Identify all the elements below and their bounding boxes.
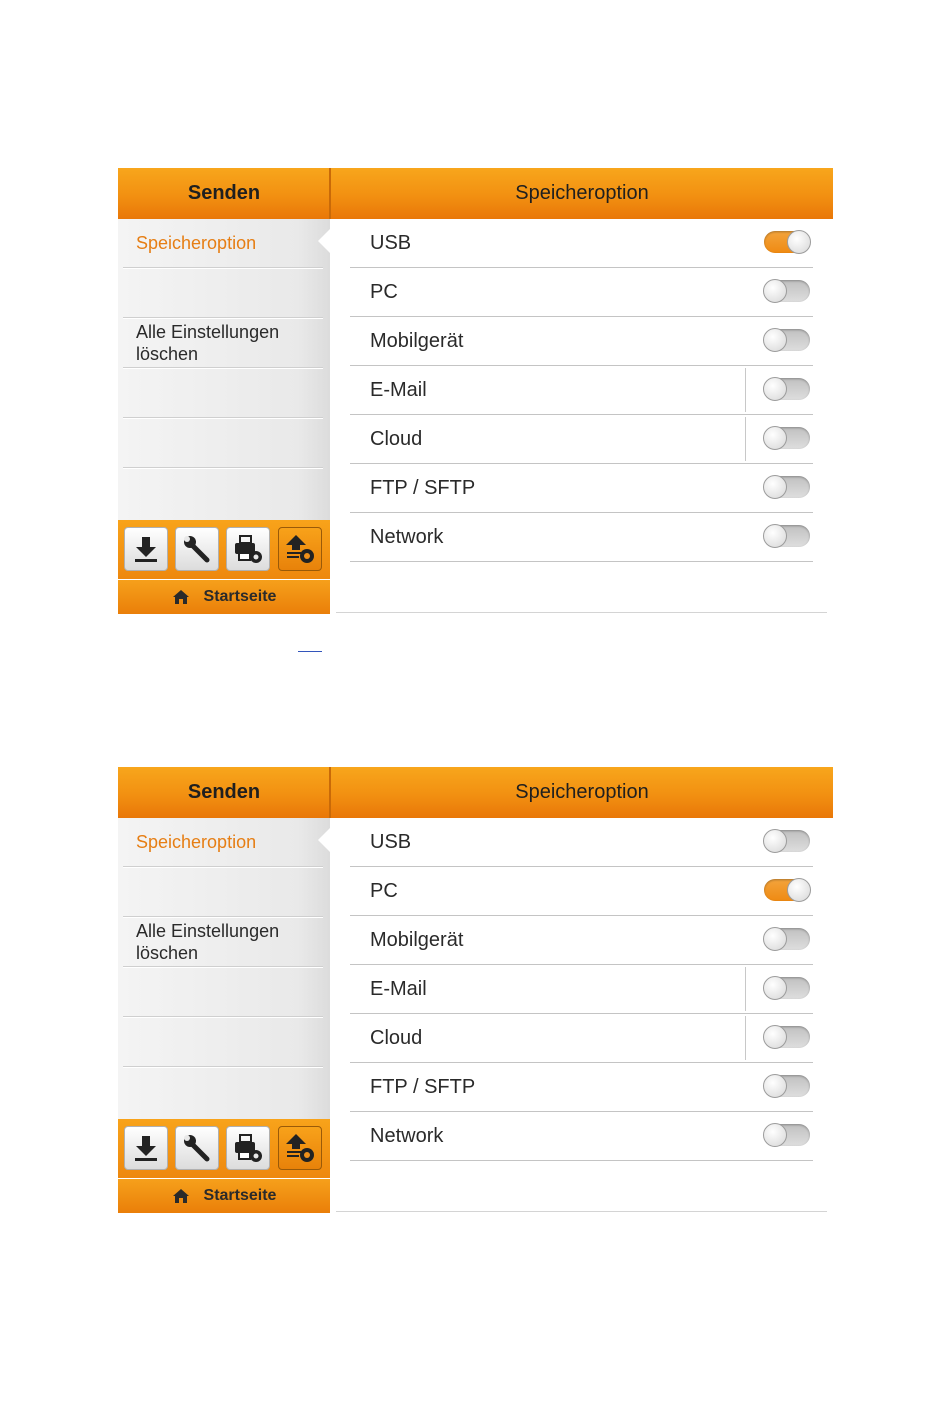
- right-header-title: Speicheroption: [331, 767, 833, 818]
- tools-button[interactable]: [175, 527, 219, 571]
- toggle-knob: [763, 524, 787, 548]
- toggle-knob: [763, 279, 787, 303]
- toggle-knob: [763, 1123, 787, 1147]
- active-item-indicator: [318, 828, 330, 852]
- option-label: Mobilgerät: [370, 329, 464, 352]
- option-row-mobilgeraet: [350, 317, 813, 366]
- toggle-knob: [763, 1025, 787, 1049]
- home-button[interactable]: [118, 1179, 330, 1213]
- option-row-pc: [350, 268, 813, 317]
- settings-panel-1: [118, 168, 833, 614]
- row-divider: [745, 417, 746, 461]
- email-toggle[interactable]: [764, 378, 810, 400]
- sidebar-item-alle-einstellungen-loeschen[interactable]: Alle Einstellungen löschen: [123, 918, 323, 967]
- sidebar-item-empty: [123, 469, 323, 518]
- content-bottom-line: [336, 612, 827, 613]
- cloud-toggle[interactable]: [764, 1026, 810, 1048]
- sidebar-item-empty: [123, 968, 323, 1017]
- printer-settings-button[interactable]: [226, 527, 270, 571]
- option-row-cloud[interactable]: [350, 415, 813, 464]
- sidebar-item-empty: [123, 269, 323, 318]
- pc-toggle[interactable]: [764, 879, 810, 901]
- usb-toggle[interactable]: [764, 830, 810, 852]
- tools-button[interactable]: [175, 1126, 219, 1170]
- upload-settings-button[interactable]: [278, 1126, 322, 1170]
- wrench-icon: [181, 533, 213, 565]
- option-label: E-Mail: [370, 378, 427, 401]
- option-label: Network: [370, 1124, 444, 1147]
- option-row-usb: [350, 818, 813, 867]
- option-label: USB: [370, 231, 412, 254]
- left-header-title: Senden: [118, 767, 330, 818]
- sidebar-item-empty: [123, 419, 323, 468]
- toggle-knob: [787, 230, 811, 254]
- right-header-title: Speicheroption: [331, 168, 833, 219]
- home-label: Startseite: [203, 1187, 277, 1204]
- bottom-toolbar: [118, 520, 330, 579]
- toggle-knob: [763, 976, 787, 1000]
- sidebar-item-alle-einstellungen-loeschen[interactable]: Alle Einstellungen löschen: [123, 319, 323, 368]
- mobilgeraet-toggle[interactable]: [764, 928, 810, 950]
- option-label: PC: [370, 879, 398, 902]
- option-row-email[interactable]: [350, 965, 813, 1014]
- sidebar-item-empty: [123, 1068, 323, 1117]
- network-toggle[interactable]: [764, 525, 810, 547]
- email-toggle[interactable]: [764, 977, 810, 999]
- option-row-email[interactable]: [350, 366, 813, 415]
- download-icon: [130, 533, 162, 565]
- cloud-toggle[interactable]: [764, 427, 810, 449]
- printer-settings-icon: [232, 533, 264, 565]
- toggle-knob: [763, 426, 787, 450]
- upload-settings-icon: [284, 533, 316, 565]
- home-label: Startseite: [203, 588, 277, 605]
- toggle-knob: [763, 927, 787, 951]
- printer-settings-icon: [232, 1132, 264, 1164]
- ftp-sftp-toggle[interactable]: [764, 476, 810, 498]
- option-label: E-Mail: [370, 977, 427, 1000]
- option-label: FTP / SFTP: [370, 1075, 476, 1098]
- ftp-sftp-toggle[interactable]: [764, 1075, 810, 1097]
- toggle-knob: [763, 377, 787, 401]
- row-divider: [745, 967, 746, 1011]
- link-underline: [298, 651, 322, 652]
- content-bottom-line: [336, 1211, 827, 1212]
- settings-panel-2: [118, 767, 833, 1213]
- mobilgeraet-toggle[interactable]: [764, 329, 810, 351]
- option-label: Cloud: [370, 427, 423, 450]
- option-row-network: [350, 1112, 813, 1161]
- storage-options-list: [350, 818, 813, 1161]
- download-button[interactable]: [124, 1126, 168, 1170]
- option-row-cloud[interactable]: [350, 1014, 813, 1063]
- sidebar-item-empty: [123, 369, 323, 418]
- storage-options-list: [350, 219, 813, 562]
- row-divider: [745, 1016, 746, 1060]
- upload-settings-button[interactable]: [278, 527, 322, 571]
- network-toggle[interactable]: [764, 1124, 810, 1146]
- sidebar-item-empty: [123, 1018, 323, 1067]
- left-header-title: Senden: [118, 168, 330, 219]
- option-row-ftp-sftp: [350, 1063, 813, 1112]
- home-button[interactable]: [118, 580, 330, 614]
- toggle-knob: [763, 829, 787, 853]
- option-label: Cloud: [370, 1026, 423, 1049]
- home-icon: [172, 589, 190, 605]
- option-label: FTP / SFTP: [370, 476, 476, 499]
- download-button[interactable]: [124, 527, 168, 571]
- toggle-knob: [787, 878, 811, 902]
- option-row-usb: [350, 219, 813, 268]
- sidebar: [118, 219, 330, 520]
- option-row-network: [350, 513, 813, 562]
- toggle-knob: [763, 475, 787, 499]
- option-row-mobilgeraet: [350, 916, 813, 965]
- pc-toggle[interactable]: [764, 280, 810, 302]
- toggle-knob: [763, 1074, 787, 1098]
- download-icon: [130, 1132, 162, 1164]
- usb-toggle[interactable]: [764, 231, 810, 253]
- option-row-ftp-sftp: [350, 464, 813, 513]
- printer-settings-button[interactable]: [226, 1126, 270, 1170]
- home-icon: [172, 1188, 190, 1204]
- option-label: PC: [370, 280, 398, 303]
- option-label: Mobilgerät: [370, 928, 464, 951]
- option-label: Network: [370, 525, 444, 548]
- option-row-pc: [350, 867, 813, 916]
- upload-settings-icon: [284, 1132, 316, 1164]
- sidebar-item-speicheroption[interactable]: Speicheroption: [123, 219, 323, 268]
- active-item-indicator: [318, 229, 330, 253]
- sidebar: [118, 818, 330, 1119]
- bottom-toolbar: [118, 1119, 330, 1178]
- toggle-knob: [763, 328, 787, 352]
- sidebar-item-speicheroption[interactable]: Speicheroption: [123, 818, 323, 867]
- sidebar-item-empty: [123, 868, 323, 917]
- wrench-icon: [181, 1132, 213, 1164]
- row-divider: [745, 368, 746, 412]
- option-label: USB: [370, 830, 412, 853]
